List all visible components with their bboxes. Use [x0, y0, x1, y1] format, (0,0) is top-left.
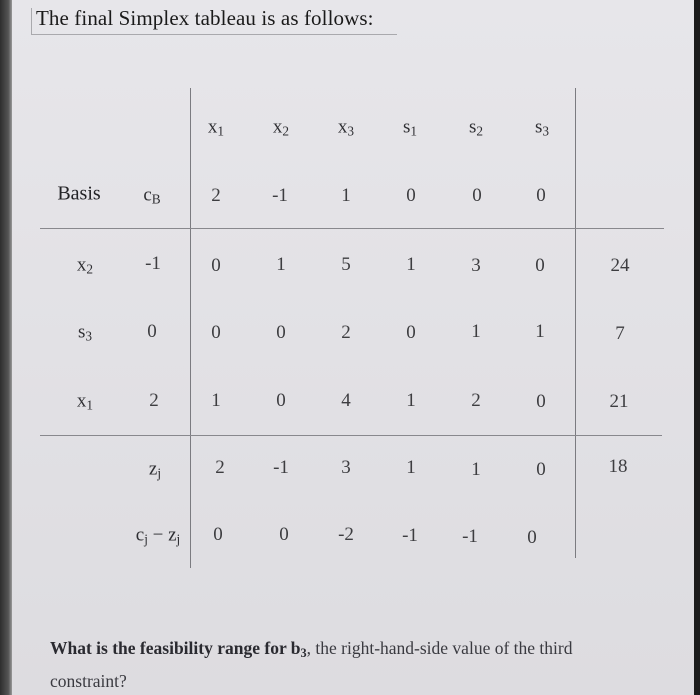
table-cell: 0 [211, 255, 221, 276]
cj-minus-zj-label: cj − zj [135, 524, 181, 547]
table-cell: 0 [406, 322, 416, 343]
zj-value: 2 [215, 457, 225, 478]
column-header-s2: s2 [468, 116, 484, 139]
cj-value: 2 [211, 185, 221, 206]
cj-zj-value: 0 [527, 527, 537, 548]
table-cell: 3 [471, 255, 481, 276]
table-cell: 1 [276, 254, 286, 275]
zj-rhs: 18 [608, 456, 628, 477]
table-cell: 4 [341, 390, 351, 411]
table-cell: 0 [276, 390, 286, 411]
cj-zj-value: -1 [402, 525, 418, 546]
page-edge-shadow [0, 0, 12, 695]
cj-value: -1 [272, 185, 288, 206]
column-header-s3: s3 [534, 116, 550, 139]
zj-value: 0 [536, 459, 546, 480]
cj-zj-value: -1 [462, 526, 478, 547]
row-cb: -1 [145, 253, 161, 274]
cj-zj-value: 0 [279, 524, 289, 545]
cj-value: 1 [341, 185, 351, 206]
zj-value: 3 [341, 457, 351, 478]
column-header-x1: x1 [207, 116, 225, 139]
tableau-rule-bottom [40, 435, 662, 436]
column-header-x2: x2 [272, 116, 290, 139]
question-subscript: 3 [300, 646, 307, 660]
table-cell: 1 [535, 321, 545, 342]
rhs-value: 24 [610, 255, 630, 276]
row-cb: 0 [147, 321, 157, 342]
table-cell: 1 [406, 254, 416, 275]
tableau-vertical-rule-left [190, 88, 191, 568]
question-rest: , the right-hand-side value of the third constraint? [50, 638, 573, 691]
table-cell: 1 [211, 390, 221, 411]
rhs-value: 7 [615, 323, 625, 344]
cj-zj-value: -2 [338, 524, 354, 545]
table-cell: 5 [341, 254, 351, 275]
table-cell: 0 [276, 322, 286, 343]
page-heading: The final Simplex tableau is as follows: [36, 6, 374, 30]
zj-value: -1 [273, 457, 289, 478]
basis-x2: x2 [76, 254, 94, 277]
table-cell: 1 [406, 390, 416, 411]
column-header-x3: x3 [337, 116, 355, 139]
tableau-rule-top [40, 228, 664, 229]
zj-value: 1 [406, 457, 416, 478]
question-text [50, 634, 650, 695]
column-header-s1: s1 [402, 116, 418, 139]
table-cell: 0 [211, 322, 221, 343]
basis-s3: s3 [77, 321, 93, 344]
question-bold: What is the feasibility range for b [50, 638, 301, 658]
cj-zj-value: 0 [213, 524, 223, 545]
cj-value: 0 [536, 185, 546, 206]
zj-value: 1 [471, 459, 481, 480]
basis-x1: x1 [76, 390, 94, 413]
table-cell: 1 [471, 321, 481, 342]
table-cell: 0 [536, 391, 546, 412]
cb-header: cB [143, 184, 161, 207]
table-cell: 0 [535, 255, 545, 276]
cj-value: 0 [472, 185, 482, 206]
cj-value: 0 [406, 185, 416, 206]
rhs-value: 21 [609, 391, 629, 412]
tableau-vertical-rule-right [575, 88, 576, 558]
row-cb: 2 [149, 390, 159, 411]
table-cell: 2 [341, 322, 351, 343]
page-background [10, 0, 694, 695]
zj-label: zj [148, 458, 162, 481]
table-cell: 2 [471, 390, 481, 411]
basis-header: Basis [57, 182, 101, 205]
